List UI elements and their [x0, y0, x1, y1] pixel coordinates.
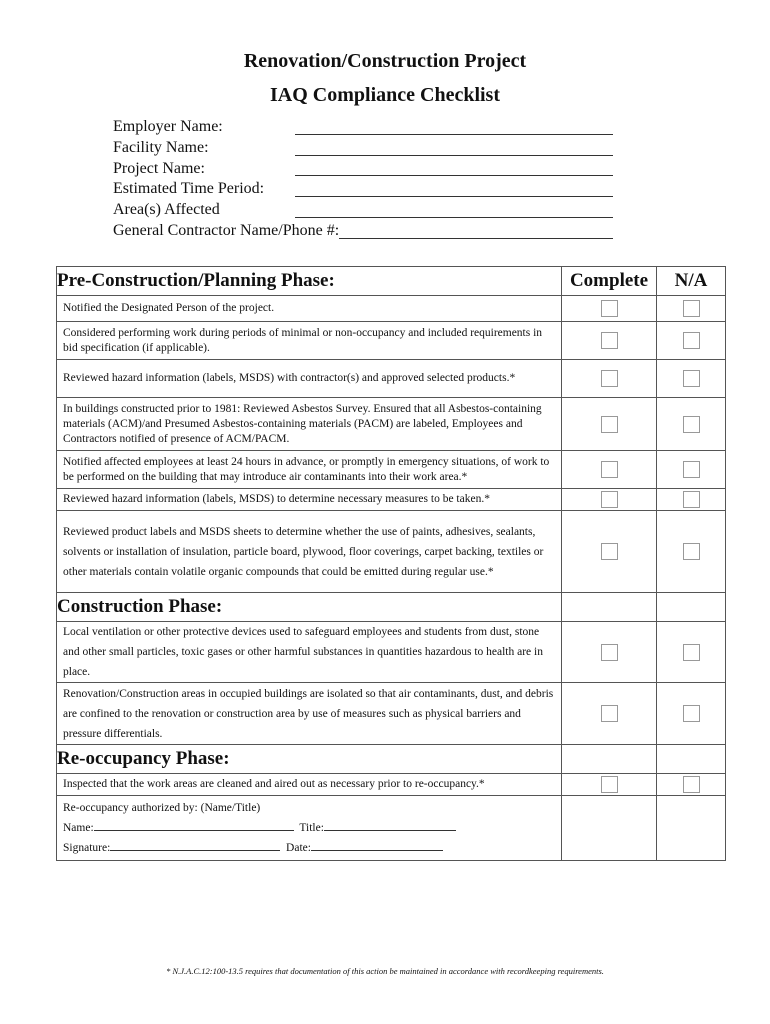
table-row: [57, 322, 726, 360]
project-name-row: [113, 159, 613, 180]
contractor-field[interactable]: [339, 224, 613, 239]
na-checkbox[interactable]: [683, 461, 700, 478]
name-field[interactable]: [94, 819, 294, 831]
na-checkbox[interactable]: [683, 416, 700, 433]
areas-affected-row: [113, 200, 613, 221]
task-text: Reviewed hazard information (labels, MSDS) with contractor(s) and approved selected products.*: [57, 360, 562, 398]
complete-checkbox[interactable]: [601, 644, 618, 661]
date-field[interactable]: [311, 839, 443, 851]
construction-heading: Construction Phase:: [57, 593, 562, 622]
employer-name-label: Employer Name:: [113, 118, 223, 135]
complete-checkbox[interactable]: [601, 461, 618, 478]
task-text: Notified the Designated Person of the project.: [57, 296, 562, 322]
project-info-block: [113, 117, 613, 242]
document-title: Renovation/Construction Project: [243, 50, 527, 72]
task-text: In buildings constructed prior to 1981: Reviewed Asbestos Survey. Ensured that all Asbestos-containing materials (ACM)/and Presumed Asbestos-containing materials (PACM) are labeled, Employees and Contractors notified of presence of ACM/PACM.: [57, 398, 562, 451]
signature-field[interactable]: [110, 839, 280, 851]
authorized-by-label: Re-occupancy authorized by: (Name/Title): [63, 802, 261, 814]
complete-checkbox[interactable]: [601, 300, 618, 317]
task-text: Reviewed hazard information (labels, MSDS) to determine necessary measures to be taken.*: [57, 489, 562, 511]
complete-checkbox[interactable]: [601, 332, 618, 349]
na-checkbox[interactable]: [683, 332, 700, 349]
na-checkbox[interactable]: [683, 705, 700, 722]
task-text: Renovation/Construction areas in occupied buildings are isolated so that air contaminants, dust, and debris are confined to the renovation or construction area by use of measures such as physical barriers and pressure differentials.: [57, 683, 562, 745]
date-label: Date:: [286, 842, 311, 854]
task-text: Inspected that the work areas are cleaned and aired out as necessary prior to re-occupancy.*: [57, 774, 562, 796]
facility-name-field[interactable]: [295, 141, 613, 156]
na-checkbox[interactable]: [683, 644, 700, 661]
title-label: Title:: [299, 822, 324, 834]
na-column-header: N/A: [657, 267, 726, 296]
na-checkbox[interactable]: [683, 543, 700, 560]
complete-checkbox[interactable]: [601, 491, 618, 508]
document-subtitle: IAQ Compliance Checklist: [270, 84, 500, 106]
table-row: [57, 511, 726, 593]
task-text: Local ventilation or other protective devices used to safeguard employees and students from dust, stone and other small particles, toxic gases or other harmful substances in quantities hazardous to health are in place.: [57, 622, 562, 683]
table-row: [57, 683, 726, 745]
table-row: [57, 489, 726, 511]
table-row: [57, 296, 726, 322]
signature-label: Signature:: [63, 842, 111, 854]
contractor-row: [113, 221, 613, 242]
na-checkbox[interactable]: [683, 491, 700, 508]
complete-checkbox[interactable]: [601, 543, 618, 560]
table-row: [57, 398, 726, 451]
complete-checkbox[interactable]: [601, 416, 618, 433]
footnote: * N.J.A.C.12:100-13.5 requires that documentation of this action be maintained in accordance with recordkeeping requirements.: [166, 966, 604, 976]
construction-header-row: [57, 593, 726, 622]
complete-column-header: Complete: [562, 267, 657, 296]
complete-checkbox[interactable]: [601, 370, 618, 387]
na-checkbox[interactable]: [683, 300, 700, 317]
employer-name-row: [113, 117, 613, 138]
table-row: [57, 622, 726, 683]
task-text: Considered performing work during periods of minimal or non-occupancy and included requirements in bid specification (if applicable).: [57, 322, 562, 360]
reoccupancy-header-row: [57, 745, 726, 774]
name-label: Name:: [63, 822, 94, 834]
areas-affected-label: Area(s) Affected: [113, 201, 220, 219]
na-checkbox[interactable]: [683, 370, 700, 387]
pre-construction-heading: Pre-Construction/Planning Phase:: [57, 267, 562, 296]
reoccupancy-heading: Re-occupancy Phase:: [57, 745, 562, 774]
time-period-field[interactable]: [295, 182, 613, 197]
pre-construction-header-row: [57, 267, 726, 296]
task-text: Reviewed product labels and MSDS sheets to determine whether the use of paints, adhesives, sealants, solvents or installation of insulation, particle board, plywood, floor coverings, carpet backing, textiles or other materials contain volatile organic compounds that could be emitted during regular use.*: [57, 511, 562, 593]
complete-checkbox[interactable]: [601, 776, 618, 793]
task-text: Notified affected employees at least 24 hours in advance, or promptly in emergency situations, of work to be performed on the building that may introduce air contaminants into their work area.*: [57, 451, 562, 489]
title-field[interactable]: [324, 819, 456, 831]
employer-name-field[interactable]: [295, 120, 613, 135]
authorization-row: [57, 796, 726, 861]
contractor-label: General Contractor Name/Phone #:: [113, 221, 340, 239]
facility-name-label: Facility Name:: [113, 138, 209, 156]
table-row: [57, 360, 726, 398]
table-row: [57, 774, 726, 796]
facility-name-row: [113, 138, 613, 159]
time-period-row: [113, 179, 613, 200]
complete-checkbox[interactable]: [601, 705, 618, 722]
table-row: [57, 451, 726, 489]
project-name-label: Project Name:: [113, 159, 205, 177]
project-name-field[interactable]: [295, 161, 613, 176]
na-checkbox[interactable]: [683, 776, 700, 793]
time-period-label: Estimated Time Period:: [113, 180, 265, 198]
checklist-table: [56, 266, 726, 861]
areas-affected-field[interactable]: [295, 203, 613, 218]
